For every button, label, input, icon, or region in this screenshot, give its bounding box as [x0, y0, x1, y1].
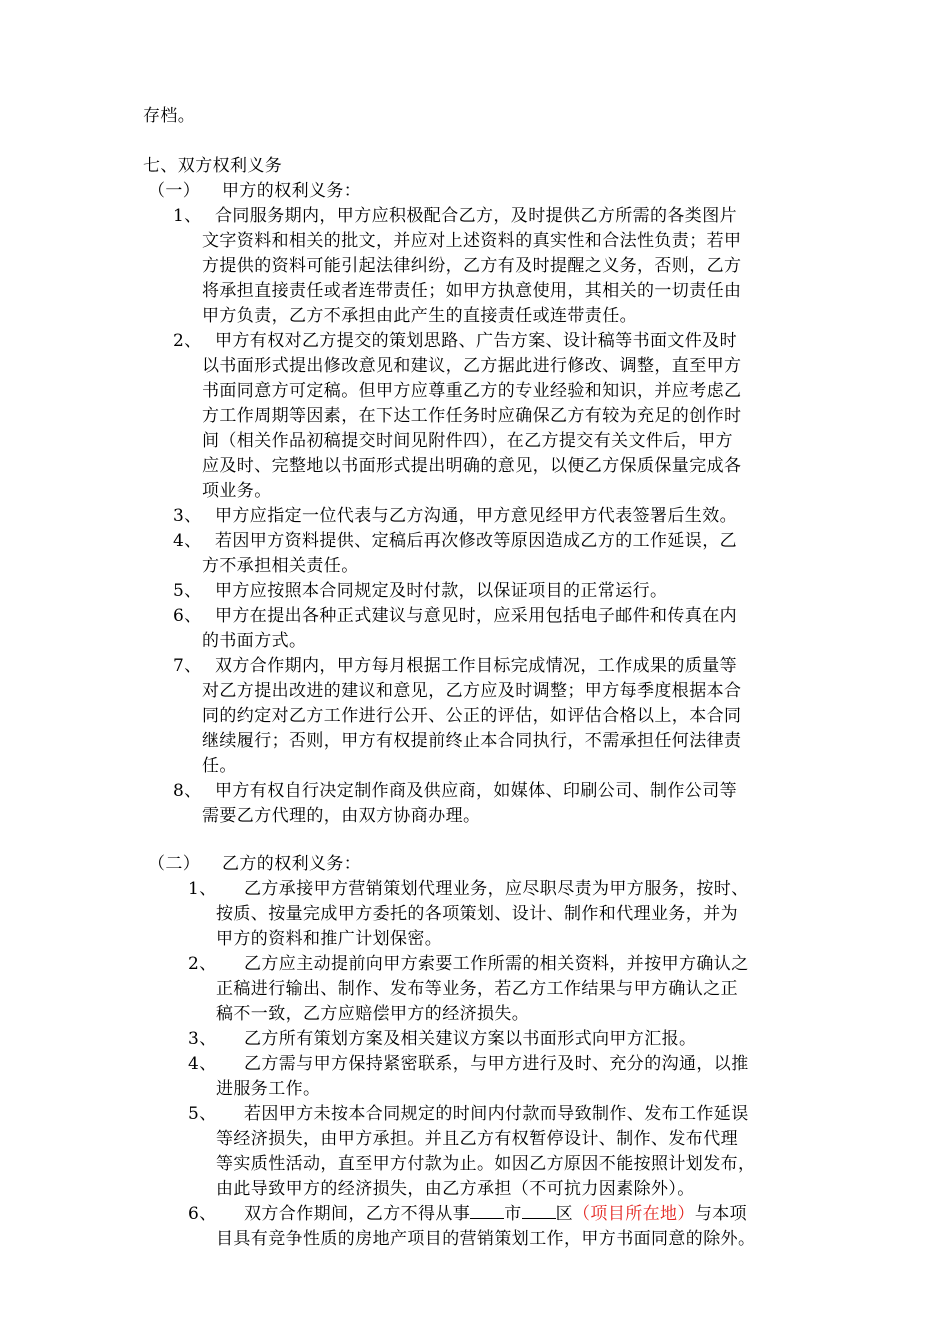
- a-item-1-num: 1、: [173, 206, 202, 226]
- a-item-7-line: 任。: [202, 756, 237, 776]
- b-item-4-line: 乙方需与甲方保持紧密联系，与甲方进行及时、充分的沟通，以推: [244, 1054, 749, 1074]
- b-item-5-line: 等实质性活动，直至甲方付款为止。如因乙方原因不能按照计划发布，: [216, 1154, 756, 1174]
- b-item-6-text-a: 双方合作期间，乙方不得从事: [244, 1204, 471, 1224]
- a-item-3-num: 3、: [173, 506, 202, 526]
- a-item-7-line: 双方合作期内，甲方每月根据工作目标完成情况，工作成果的质量等: [215, 656, 737, 676]
- b-item-3-num: 3、: [188, 1029, 217, 1049]
- city-blank: [470, 1203, 504, 1219]
- a-item-2-line: 应及时、完整地以书面形式提出明确的意见，以便乙方保质保量完成各: [202, 456, 742, 476]
- b-item-4-num: 4、: [188, 1054, 217, 1074]
- b-item-4-line: 进服务工作。: [216, 1079, 321, 1099]
- a-item-1-line: 将承担直接责任或者连带责任；如甲方执意使用，其相关的一切责任由: [202, 281, 742, 301]
- b-item-6-text-d: 与本项: [694, 1204, 748, 1224]
- a-item-2-line: 方工作周期等因素，在下达工作任务时应确保乙方有较为充足的创作时: [202, 406, 742, 426]
- b-item-6-line: 目具有竞争性质的房地产项目的营销策划工作，甲方书面同意的除外。: [216, 1229, 756, 1249]
- section-title: 七、双方权利义务: [143, 156, 283, 176]
- a-item-4-line: 若因甲方资料提供、定稿后再次修改等原因造成乙方的工作延误，乙: [215, 531, 737, 551]
- b-item-6-text-b: 市: [504, 1204, 522, 1224]
- b-item-6-num: 6、: [188, 1204, 217, 1224]
- a-item-6-num: 6、: [173, 606, 202, 626]
- b-item-3-line: 乙方所有策划方案及相关建议方案以书面形式向甲方汇报。: [244, 1029, 697, 1049]
- a-item-4-num: 4、: [173, 531, 202, 551]
- a-item-4-line: 方不承担相关责任。: [202, 556, 359, 576]
- a-item-5-num: 5、: [173, 581, 202, 601]
- district-blank: [522, 1203, 556, 1219]
- party-a-heading: 甲方的权利义务：: [222, 181, 362, 201]
- a-item-7-line: 继续履行；否则，甲方有权提前终止本合同执行，不需承担任何法律责: [202, 731, 742, 751]
- b-item-2-line: 乙方应主动提前向甲方索要工作所需的相关资料，并按甲方确认之: [244, 954, 749, 974]
- top-text: 存档。: [143, 106, 196, 126]
- b-item-5-line: 若因甲方未按本合同规定的时间内付款而导致制作、发布工作延误: [244, 1104, 749, 1124]
- b-item-6-text-c: 区: [555, 1204, 574, 1224]
- b-item-6-first-line: [244, 1202, 747, 1227]
- a-item-6-line: 甲方在提出各种正式建议与意见时，应采用包括电子邮件和传真在内: [215, 606, 737, 626]
- b-item-1-line: 按质、按量完成甲方委托的各项策划、设计、制作和代理业务，并为: [216, 904, 738, 924]
- a-item-8-num: 8、: [173, 781, 202, 801]
- a-item-3-line: 甲方应指定一位代表与乙方沟通，甲方意见经甲方代表签署后生效。: [215, 506, 737, 526]
- b-item-5-line: 等经济损失，由甲方承担。并且乙方有权暂停设计、制作、发布代理: [216, 1129, 738, 1149]
- a-item-1-line: 甲方负责，乙方不承担由此产生的直接责任或连带责任。: [202, 306, 637, 326]
- a-item-1-line: 合同服务期内，甲方应积极配合乙方，及时提供乙方所需的各类图片: [215, 206, 737, 226]
- project-location-note: （项目所在地）: [573, 1204, 695, 1224]
- a-item-6-line: 的书面方式。: [202, 631, 307, 651]
- b-item-1-line: 甲方的资料和推广计划保密。: [216, 929, 443, 949]
- party-b-heading: 乙方的权利义务：: [222, 854, 362, 874]
- a-item-2-line: 甲方有权对乙方提交的策划思路、广告方案、设计稿等书面文件及时: [215, 331, 737, 351]
- a-item-2-line: 项业务。: [202, 481, 272, 501]
- a-item-2-line: 以书面形式提出修改意见和建议，乙方据此进行修改、调整，直至甲方: [202, 356, 742, 376]
- b-item-2-line: 稿不一致，乙方应赔偿甲方的经济损失。: [216, 1004, 530, 1024]
- b-item-5-line: 由此导致甲方的经济损失，由乙方承担（不可抗力因素除外）。: [216, 1179, 695, 1199]
- a-item-1-line: 文字资料和相关的批文，并应对上述资料的真实性和合法性负责；若甲: [202, 231, 742, 251]
- a-item-7-num: 7、: [173, 656, 202, 676]
- b-item-5-num: 5、: [188, 1104, 217, 1124]
- a-item-7-line: 同的约定对乙方工作进行公开、公正的评估，如评估合格以上，本合同: [202, 706, 742, 726]
- a-item-7-line: 对乙方提出改进的建议和意见，乙方应及时调整；甲方每季度根据本合: [202, 681, 742, 701]
- b-item-1-line: 乙方承接甲方营销策划代理业务，应尽职尽责为甲方服务，按时、: [244, 879, 749, 899]
- a-item-8-line: 甲方有权自行决定制作商及供应商，如媒体、印刷公司、制作公司等: [215, 781, 737, 801]
- a-item-8-line: 需要乙方代理的，由双方协商办理。: [202, 806, 481, 826]
- a-item-2-num: 2、: [173, 331, 202, 351]
- party-b-heading-num: （二）: [148, 854, 201, 874]
- a-item-2-line: 间（相关作品初稿提交时间见附件四），在乙方提交有关文件后，甲方: [202, 431, 733, 451]
- party-a-heading-num: （一）: [148, 181, 201, 201]
- a-item-5-line: 甲方应按照本合同规定及时付款，以保证项目的正常运行。: [215, 581, 668, 601]
- b-item-2-num: 2、: [188, 954, 217, 974]
- b-item-1-num: 1、: [188, 879, 217, 899]
- b-item-2-line: 正稿进行输出、制作、发布等业务，若乙方工作结果与甲方确认之正: [216, 979, 738, 999]
- a-item-2-line: 书面同意方可定稿。但甲方应尊重乙方的专业经验和知识，并应考虑乙: [202, 381, 742, 401]
- a-item-1-line: 方提供的资料可能引起法律纠纷，乙方有及时提醒之义务，否则，乙方: [202, 256, 742, 276]
